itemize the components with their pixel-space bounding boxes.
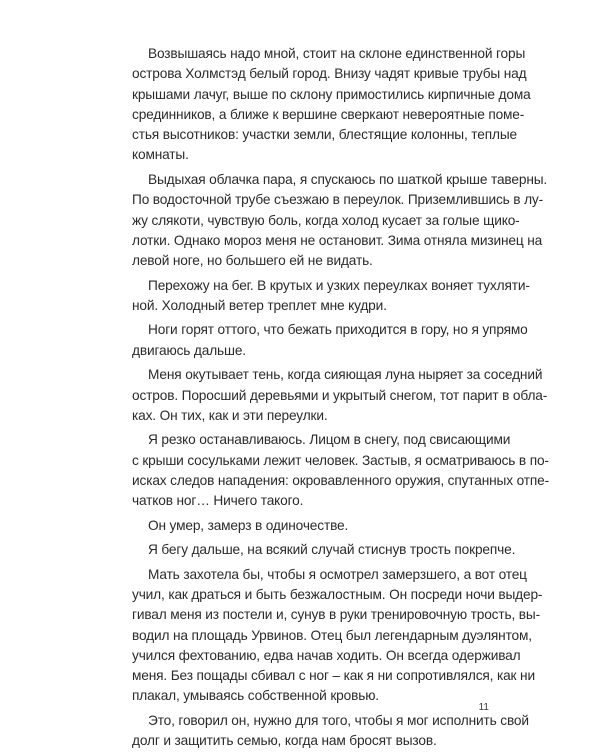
text-line: лотки. Однако мороз меня не остановит. Зима отняла мизинец на [132, 232, 543, 248]
text-line: меня. Без пощады сбивал с ног – как я ни сопротивлялся, как ни [132, 668, 535, 684]
paragraph [132, 516, 488, 536]
paragraph [132, 44, 531, 166]
text-line: ках. Он тих, как и эти переулки. [132, 407, 328, 423]
text-line: Мать захотела бы, чтобы я осмотрел замерзшего, а вот отец [148, 566, 527, 582]
text-line: крышами лачуг, выше по склону примостились кирпичные дома [132, 86, 531, 102]
paragraph [132, 565, 543, 707]
text-line: ной. Холодный ветер треплет мне кудри. [132, 297, 387, 313]
text-line: Меня окутывает тень, когда сияющая луна ныряет за соседний [148, 367, 543, 383]
text-line: срединников, а ближе к вершине сверкают невероятные поме- [132, 106, 525, 122]
text-line: Ноги горят оттого, что бежать приходится в гору, но я упрямо [148, 322, 528, 338]
text-line: учил, как драться и быть безжалостным. Он посреди ночи выдер- [132, 586, 543, 602]
text-line: Возвышаясь надо мной, стоит на склоне единственной горы [148, 46, 526, 61]
text-line: двигаюсь дальше. [132, 342, 246, 358]
page-number: 11 [478, 702, 489, 713]
text-line: чатков ног… Ничего такого. [132, 493, 304, 509]
paragraph [132, 320, 528, 361]
text-line: острова Холмстэд белый город. Внизу чадят кривые трубы над [132, 66, 527, 82]
text-line: исках следов нападения: окровавленного оружия, спутанных отпе- [132, 472, 549, 488]
text-line: плакал, умываясь собственной кровью. [132, 688, 379, 704]
text-line: По водосточной трубе съезжаю в переулок. Приземлившись в лу- [132, 192, 544, 208]
text-line: Я бегу дальше, на всякий случай стиснув трость покрепче. [148, 542, 516, 558]
text-line: левой ноге, но большего ей не видать. [132, 253, 373, 269]
text-line: учился фехтованию, едва начав ходить. Он всегда одерживал [132, 647, 521, 663]
paragraph [132, 170, 548, 271]
paragraph [132, 365, 548, 426]
text-line: гивал меня из постели и, сунув в руки тренировочную трость, вы- [132, 607, 540, 623]
text-line: жу слякоти, чувствую боль, когда холод кусает за голые щико- [132, 212, 520, 228]
paragraph [132, 276, 530, 317]
paragraph [132, 711, 529, 752]
text-line: остров. Поросший деревьями и укрытый снегом, тот парит в обла- [132, 387, 548, 403]
text-line: комнаты. [132, 147, 189, 163]
text-line: Выдыхая облачка пара, я спускаюсь по шаткой крыше таверны. [148, 171, 548, 187]
text-line: долг и защитить семью, когда нам бросят вызов. [132, 733, 437, 749]
text-line: Я резко останавливаюсь. Лицом в снегу, под свисающими [148, 432, 511, 448]
paragraph [132, 430, 549, 511]
text-line: Перехожу на бег. В крутых и узких переулках воняет тухляти- [148, 277, 530, 293]
body-text [132, 44, 549, 756]
text-line: Он умер, замерз в одиночестве. [148, 517, 349, 533]
text-line: с крыши сосульками лежит человек. Застыв, я осматриваюсь в по- [132, 452, 549, 468]
text-line: стья высотников: участки земли, блестящие колонны, теплые [132, 127, 517, 143]
text-line: Это, говорил он, нужно для того, чтобы я мог исполнить свой [148, 712, 529, 728]
text-line: водил на площадь Урвинов. Отец был легендарным дуэлянтом, [132, 627, 532, 643]
paragraph [132, 540, 516, 560]
